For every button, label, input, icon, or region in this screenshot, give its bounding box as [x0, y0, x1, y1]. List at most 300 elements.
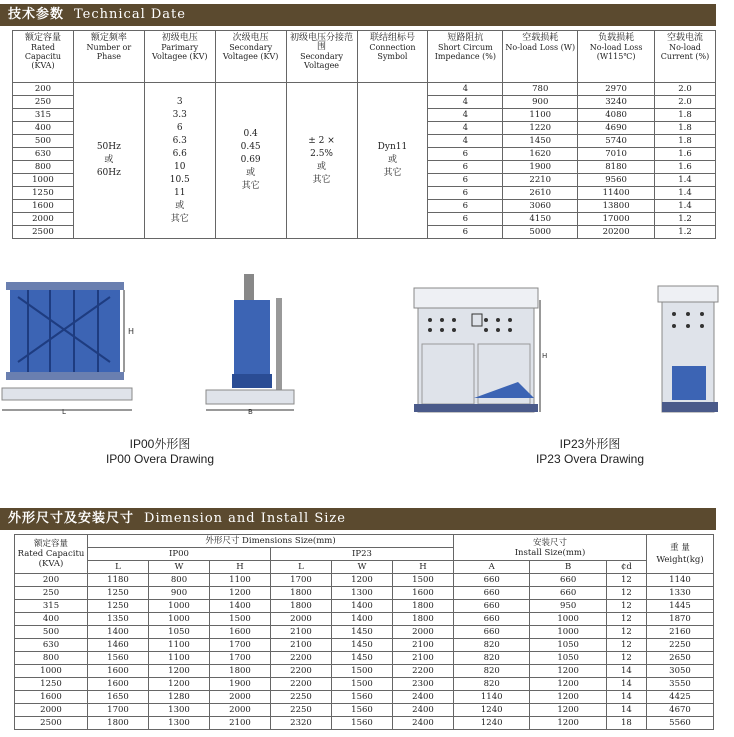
t1-connection-line: Dyn11	[377, 142, 408, 152]
t2-cell: 12	[606, 626, 646, 639]
t1-value: 1900	[503, 161, 578, 174]
t2-cell: 1300	[332, 587, 393, 600]
t1-value: 2610	[503, 187, 578, 200]
t1-secondary-line: 0.4	[243, 129, 258, 139]
ip00-caption-cn: IP00外形图	[129, 437, 191, 451]
t1-capacity: 315	[13, 109, 74, 122]
t2-cell: 1250	[88, 600, 149, 613]
t1-value: 4080	[578, 109, 655, 122]
svg-text:H: H	[128, 327, 135, 336]
t2-cell: 1600	[15, 691, 88, 704]
t1-value: 6	[428, 200, 503, 213]
ip23-drawing	[408, 278, 724, 423]
t1-header-en: Secondary Voltagee (KV)	[222, 43, 279, 61]
t2-cell: 14	[606, 665, 646, 678]
t1-value: 9560	[578, 174, 655, 187]
t2-cell: 1000	[149, 600, 210, 613]
t2-cell: 1100	[149, 639, 210, 652]
t2-cell: 2250	[271, 704, 332, 717]
t2-cell: 1350	[88, 613, 149, 626]
t2-cell: 12	[606, 613, 646, 626]
t1-secondary-line: 或	[246, 168, 256, 178]
t1-capacity: 2500	[13, 226, 74, 239]
t1-header-cn: 初级电压分接范围	[290, 33, 354, 52]
t2-cell: 1700	[210, 652, 271, 665]
t1-header-9	[655, 31, 716, 83]
t1-value: 1.8	[655, 122, 716, 135]
t2-cell: 1240	[454, 717, 530, 730]
ip23-front-view	[414, 288, 547, 412]
t1-value: 6	[428, 174, 503, 187]
t1-value: 1.8	[655, 135, 716, 148]
t1-header-4	[286, 31, 357, 83]
t2-cell: 2100	[271, 639, 332, 652]
t1-value: 7010	[578, 148, 655, 161]
t1-row	[13, 83, 716, 96]
t2-cell: 660	[530, 587, 606, 600]
t2-cell: 1560	[88, 652, 149, 665]
t1-value: 13800	[578, 200, 655, 213]
t1-value: 4	[428, 83, 503, 96]
t2-cell: 660	[454, 613, 530, 626]
t1-header-cn: 负载损耗	[598, 33, 635, 43]
dimension-table	[14, 534, 714, 730]
t1-secondary-cell	[215, 83, 286, 239]
t1-value: 6	[428, 213, 503, 226]
ip00-caption	[95, 437, 225, 467]
t1-header-cn: 空载损耗	[522, 33, 559, 43]
t2-row	[15, 626, 714, 639]
t1-value: 1100	[503, 109, 578, 122]
ip00-side-view	[206, 274, 294, 416]
t2-cell: 1140	[647, 574, 714, 587]
section2-title-cn: 外形尺寸及安装尺寸	[8, 511, 135, 526]
t2-cell: 14	[606, 678, 646, 691]
t2-row	[15, 574, 714, 587]
ip00-front-view	[2, 282, 134, 416]
t2-cell: 1500	[210, 613, 271, 626]
t2-cell: 250	[15, 587, 88, 600]
t2-cell: 630	[15, 639, 88, 652]
t1-value: 4	[428, 109, 503, 122]
t2-cell: 1200	[530, 678, 606, 691]
section-title-cn: 技术参数	[8, 7, 65, 22]
t1-value: 6	[428, 187, 503, 200]
t2-cell: 660	[454, 587, 530, 600]
t2-cell: 1050	[530, 652, 606, 665]
t1-header-8	[578, 31, 655, 83]
ip23-caption-cn: IP23外形图	[559, 437, 621, 451]
t1-value: 2210	[503, 174, 578, 187]
t2-cell: 2200	[271, 665, 332, 678]
t2-cell: 1460	[88, 639, 149, 652]
t1-value: 6	[428, 161, 503, 174]
ip23-header: IP23	[271, 548, 454, 561]
t1-capacity: 500	[13, 135, 74, 148]
weight-header: 重 量 Weight(kg)	[647, 535, 714, 574]
t2-cell: 1050	[530, 639, 606, 652]
ip00-drawing	[0, 262, 300, 422]
t2-cell: 14	[606, 704, 646, 717]
t1-value: 1.2	[655, 213, 716, 226]
t2-cell: 12	[606, 652, 646, 665]
t2-cell: 660	[454, 600, 530, 613]
t2-cell: 1600	[210, 626, 271, 639]
t2-cell: 1200	[530, 717, 606, 730]
t1-value: 4	[428, 122, 503, 135]
t2-cell: 18	[606, 717, 646, 730]
t2-cell: 1280	[149, 691, 210, 704]
t2-sub-7: B	[530, 561, 606, 574]
svg-text:H: H	[542, 352, 548, 360]
t1-value: 900	[503, 96, 578, 109]
t2-row	[15, 691, 714, 704]
t1-header-cn: 空载电流	[667, 33, 704, 43]
t1-header-en: Secondary Voltagee	[300, 52, 343, 70]
dimensions-header: 外形尺寸 Dimensions Size(mm)	[88, 535, 454, 548]
t1-tap-cell	[286, 83, 357, 239]
t1-secondary-line: 0.69	[240, 155, 261, 165]
t2-cell: 1100	[210, 574, 271, 587]
t2-cell: 12	[606, 600, 646, 613]
t2-cell: 2100	[210, 717, 271, 730]
t1-header-2	[144, 31, 215, 83]
t1-value: 4	[428, 96, 503, 109]
t2-cell: 1800	[393, 613, 454, 626]
t2-cell: 1650	[88, 691, 149, 704]
t2-cell: 1560	[332, 691, 393, 704]
t1-capacity: 800	[13, 161, 74, 174]
t1-value: 1220	[503, 122, 578, 135]
t2-cell: 1800	[271, 587, 332, 600]
t2-row	[15, 665, 714, 678]
svg-text:B: B	[248, 408, 253, 416]
t1-value: 1.2	[655, 226, 716, 239]
t1-header-cn: 额定频率	[90, 33, 127, 43]
t2-cell: 1200	[530, 691, 606, 704]
t1-value: 1620	[503, 148, 578, 161]
t2-cell: 1000	[530, 626, 606, 639]
t2-row	[15, 678, 714, 691]
t2-cell: 660	[454, 626, 530, 639]
svg-text:L: L	[62, 408, 66, 416]
t1-value: 5000	[503, 226, 578, 239]
t1-value: 1450	[503, 135, 578, 148]
t2-cell: 2000	[210, 691, 271, 704]
t1-value: 1.4	[655, 200, 716, 213]
t1-frequency-cell	[73, 83, 144, 239]
t2-cell: 2400	[393, 717, 454, 730]
t2-cell: 1300	[149, 704, 210, 717]
t1-header-cn: 短路阻抗	[447, 33, 484, 43]
t1-connection-line: 或	[387, 155, 397, 165]
t1-value: 2970	[578, 83, 655, 96]
t1-capacity: 250	[13, 96, 74, 109]
t1-header-en: No-load Loss (W)	[505, 43, 576, 52]
t2-cell: 1400	[332, 600, 393, 613]
t2-cell: 2200	[271, 678, 332, 691]
t2-cell: 1500	[332, 665, 393, 678]
t1-header-cn: 初级电压	[161, 33, 198, 43]
t1-header-0	[13, 31, 74, 83]
t1-primary-line: 10	[174, 161, 186, 172]
t1-value: 5740	[578, 135, 655, 148]
t2-cell: 1200	[210, 587, 271, 600]
t1-value: 11400	[578, 187, 655, 200]
ip23-caption	[520, 437, 660, 467]
t1-capacity: 630	[13, 148, 74, 161]
t2-sub-4: W	[332, 561, 393, 574]
t1-tap-line: ± 2 ×	[308, 135, 335, 146]
t2-cell: 2400	[393, 704, 454, 717]
t2-cell: 2500	[15, 717, 88, 730]
t2-cell: 1500	[393, 574, 454, 587]
t2-cell: 4670	[647, 704, 714, 717]
t1-secondary-line: 0.45	[240, 142, 261, 152]
t1-header-en: Rated Capacitu (KVA)	[24, 43, 62, 70]
t1-value: 3240	[578, 96, 655, 109]
t2-cell: 1700	[88, 704, 149, 717]
t1-header-1	[73, 31, 144, 83]
t2-cell: 2320	[271, 717, 332, 730]
t1-primary-line: 其它	[170, 213, 189, 224]
t2-sub-0: L	[88, 561, 149, 574]
t2-cell: 5560	[647, 717, 714, 730]
t2-cell: 12	[606, 587, 646, 600]
t2-cell: 1800	[393, 600, 454, 613]
t2-cell: 2200	[271, 652, 332, 665]
t2-cell: 1500	[332, 678, 393, 691]
t1-tap-line: 2.5%	[310, 148, 333, 159]
t2-cell: 1140	[454, 691, 530, 704]
t2-cell: 1300	[149, 717, 210, 730]
t1-header-cn: 次级电压	[232, 33, 269, 43]
t1-header-en: No-load Current (%)	[660, 43, 710, 61]
t2-sub-1: W	[149, 561, 210, 574]
dimension-header	[0, 508, 716, 530]
t2-cell: 3050	[647, 665, 714, 678]
t2-cell: 1600	[88, 678, 149, 691]
t1-value: 4690	[578, 122, 655, 135]
t2-cell: 1200	[149, 678, 210, 691]
technical-data-table	[12, 30, 716, 239]
t2-cell: 2250	[647, 639, 714, 652]
ip00-caption-en: IP00 Overa Drawing	[105, 452, 215, 466]
t2-cell: 660	[530, 574, 606, 587]
t1-frequency-line: 或	[104, 155, 114, 165]
t1-connection-line: 其它	[383, 168, 402, 178]
t2-cell: 1200	[530, 665, 606, 678]
t2-cell: 2000	[393, 626, 454, 639]
t2-cell: 2100	[393, 639, 454, 652]
t1-header-en: Connection Symbol	[369, 43, 416, 61]
t2-row	[15, 717, 714, 730]
t2-sub-5: H	[393, 561, 454, 574]
t1-tap-line: 其它	[312, 174, 331, 185]
t2-cell: 2000	[15, 704, 88, 717]
t1-header-en: No-load Loss (W115℃)	[589, 43, 643, 61]
t1-primary-line: 11	[174, 187, 186, 198]
t2-cell: 950	[530, 600, 606, 613]
t2-cell: 4425	[647, 691, 714, 704]
t1-frequency-line: 60Hz	[96, 168, 121, 178]
t2-row	[15, 704, 714, 717]
t2-cell: 820	[454, 678, 530, 691]
t1-value: 3060	[503, 200, 578, 213]
t2-cell: 1450	[332, 639, 393, 652]
t2-cell: 12	[606, 639, 646, 652]
t2-cell: 1445	[647, 600, 714, 613]
t2-row	[15, 600, 714, 613]
t2-cell: 1450	[332, 626, 393, 639]
t2-cell: 2200	[393, 665, 454, 678]
t2-cell: 1250	[88, 587, 149, 600]
t2-cell: 1600	[88, 665, 149, 678]
t2-cell: 1800	[210, 665, 271, 678]
t2-cell: 900	[149, 587, 210, 600]
t2-cell: 2160	[647, 626, 714, 639]
t2-cell: 2100	[271, 626, 332, 639]
t2-cell: 1000	[149, 613, 210, 626]
t2-cell: 1800	[271, 600, 332, 613]
t2-row	[15, 613, 714, 626]
t2-sub-2: H	[210, 561, 271, 574]
t1-header-7	[503, 31, 578, 83]
t2-cell: 400	[15, 613, 88, 626]
t1-capacity: 2000	[13, 213, 74, 226]
t1-value: 1.6	[655, 161, 716, 174]
t1-primary-line: 10.5	[169, 174, 190, 185]
t2-cell: 12	[606, 574, 646, 587]
t2-cell: 1000	[15, 665, 88, 678]
t2-cell: 2250	[271, 691, 332, 704]
t2-cell: 1050	[149, 626, 210, 639]
t2-cell: 1800	[88, 717, 149, 730]
t1-frequency-line: 50Hz	[96, 142, 121, 152]
t2-cell: 1900	[210, 678, 271, 691]
t1-primary-line: 或	[175, 200, 185, 211]
t1-value: 780	[503, 83, 578, 96]
t2-row	[15, 587, 714, 600]
t2-cell: 1250	[15, 678, 88, 691]
t2-cell: 2650	[647, 652, 714, 665]
t1-capacity: 1250	[13, 187, 74, 200]
t1-header-en: Parimary Voltagee (KV)	[151, 43, 208, 61]
t2-cell: 1330	[647, 587, 714, 600]
t1-value: 4150	[503, 213, 578, 226]
t2-cell: 1700	[210, 639, 271, 652]
t2-cell: 800	[15, 652, 88, 665]
t2-cell: 3550	[647, 678, 714, 691]
t2-sub-3: L	[271, 561, 332, 574]
t2-row	[15, 639, 714, 652]
t2-cell: 1200	[332, 574, 393, 587]
t1-header-3	[215, 31, 286, 83]
t2-cell: 1600	[393, 587, 454, 600]
t1-value: 1.4	[655, 187, 716, 200]
t2-cell: 800	[149, 574, 210, 587]
t2-cell: 1180	[88, 574, 149, 587]
install-size-header: 安装尺寸 Install Size(mm)	[454, 535, 647, 561]
t1-value: 6	[428, 226, 503, 239]
t1-capacity: 1000	[13, 174, 74, 187]
t2-cell: 1000	[530, 613, 606, 626]
ip00-header: IP00	[88, 548, 271, 561]
t1-header-en: Short Circum Impedance (%)	[434, 43, 496, 61]
t2-cell: 2400	[393, 691, 454, 704]
t1-secondary-line: 其它	[241, 181, 260, 191]
t1-header-en: Number or Phase	[86, 43, 132, 61]
t1-header-5	[357, 31, 428, 83]
ip23-side-view	[658, 286, 718, 412]
t1-tap-line: 或	[317, 161, 327, 172]
t1-value: 8180	[578, 161, 655, 174]
t2-cell: 500	[15, 626, 88, 639]
t1-header-cn: 联结组标号	[369, 33, 415, 43]
t2-cell: 2000	[271, 613, 332, 626]
t2-cell: 2300	[393, 678, 454, 691]
t1-primary-line: 6	[176, 122, 183, 133]
t2-cell: 315	[15, 600, 88, 613]
t1-value: 1.4	[655, 174, 716, 187]
t2-cell: 1100	[149, 652, 210, 665]
t1-capacity: 400	[13, 122, 74, 135]
t1-value: 17000	[578, 213, 655, 226]
t1-primary-line: 6.6	[172, 148, 187, 159]
technical-data-header	[0, 4, 716, 26]
ip23-caption-en: IP23 Overa Drawing	[535, 452, 645, 466]
section2-title-en: Dimension and Install Size	[144, 511, 346, 526]
t2-cell: 1400	[88, 626, 149, 639]
rated-capacity-header: 额定容量 Rated Capacitu (KVA)	[15, 535, 88, 574]
section-title-en: Technical Date	[74, 7, 186, 22]
t2-cell: 660	[454, 574, 530, 587]
t2-cell: 1400	[210, 600, 271, 613]
t2-cell: 1400	[332, 613, 393, 626]
t1-primary-line: 3	[176, 96, 183, 107]
t1-header-cn: 额定容量	[24, 33, 61, 43]
t2-cell: 2000	[210, 704, 271, 717]
t2-cell: 200	[15, 574, 88, 587]
t2-row	[15, 652, 714, 665]
t2-cell: 1560	[332, 717, 393, 730]
t1-connection-cell	[357, 83, 428, 239]
t1-value: 6	[428, 148, 503, 161]
t2-cell: 820	[454, 665, 530, 678]
t2-cell: 1240	[454, 704, 530, 717]
t1-value: 1.6	[655, 148, 716, 161]
t2-cell: 2100	[393, 652, 454, 665]
t2-cell: 14	[606, 691, 646, 704]
t1-primary-line: 3.3	[172, 109, 187, 120]
t1-value: 4	[428, 135, 503, 148]
t2-sub-8: ¢d	[606, 561, 646, 574]
t1-value: 20200	[578, 226, 655, 239]
t2-cell: 1700	[271, 574, 332, 587]
t2-cell: 1450	[332, 652, 393, 665]
t2-cell: 1200	[530, 704, 606, 717]
t2-cell: 1870	[647, 613, 714, 626]
t1-value: 1.8	[655, 109, 716, 122]
t2-cell: 1200	[149, 665, 210, 678]
t1-primary-cell	[144, 83, 215, 239]
t1-header-6	[428, 31, 503, 83]
t1-primary-line: 6.3	[172, 135, 187, 146]
t2-cell: 820	[454, 639, 530, 652]
t2-cell: 1560	[332, 704, 393, 717]
t2-sub-6: A	[454, 561, 530, 574]
t2-cell: 820	[454, 652, 530, 665]
